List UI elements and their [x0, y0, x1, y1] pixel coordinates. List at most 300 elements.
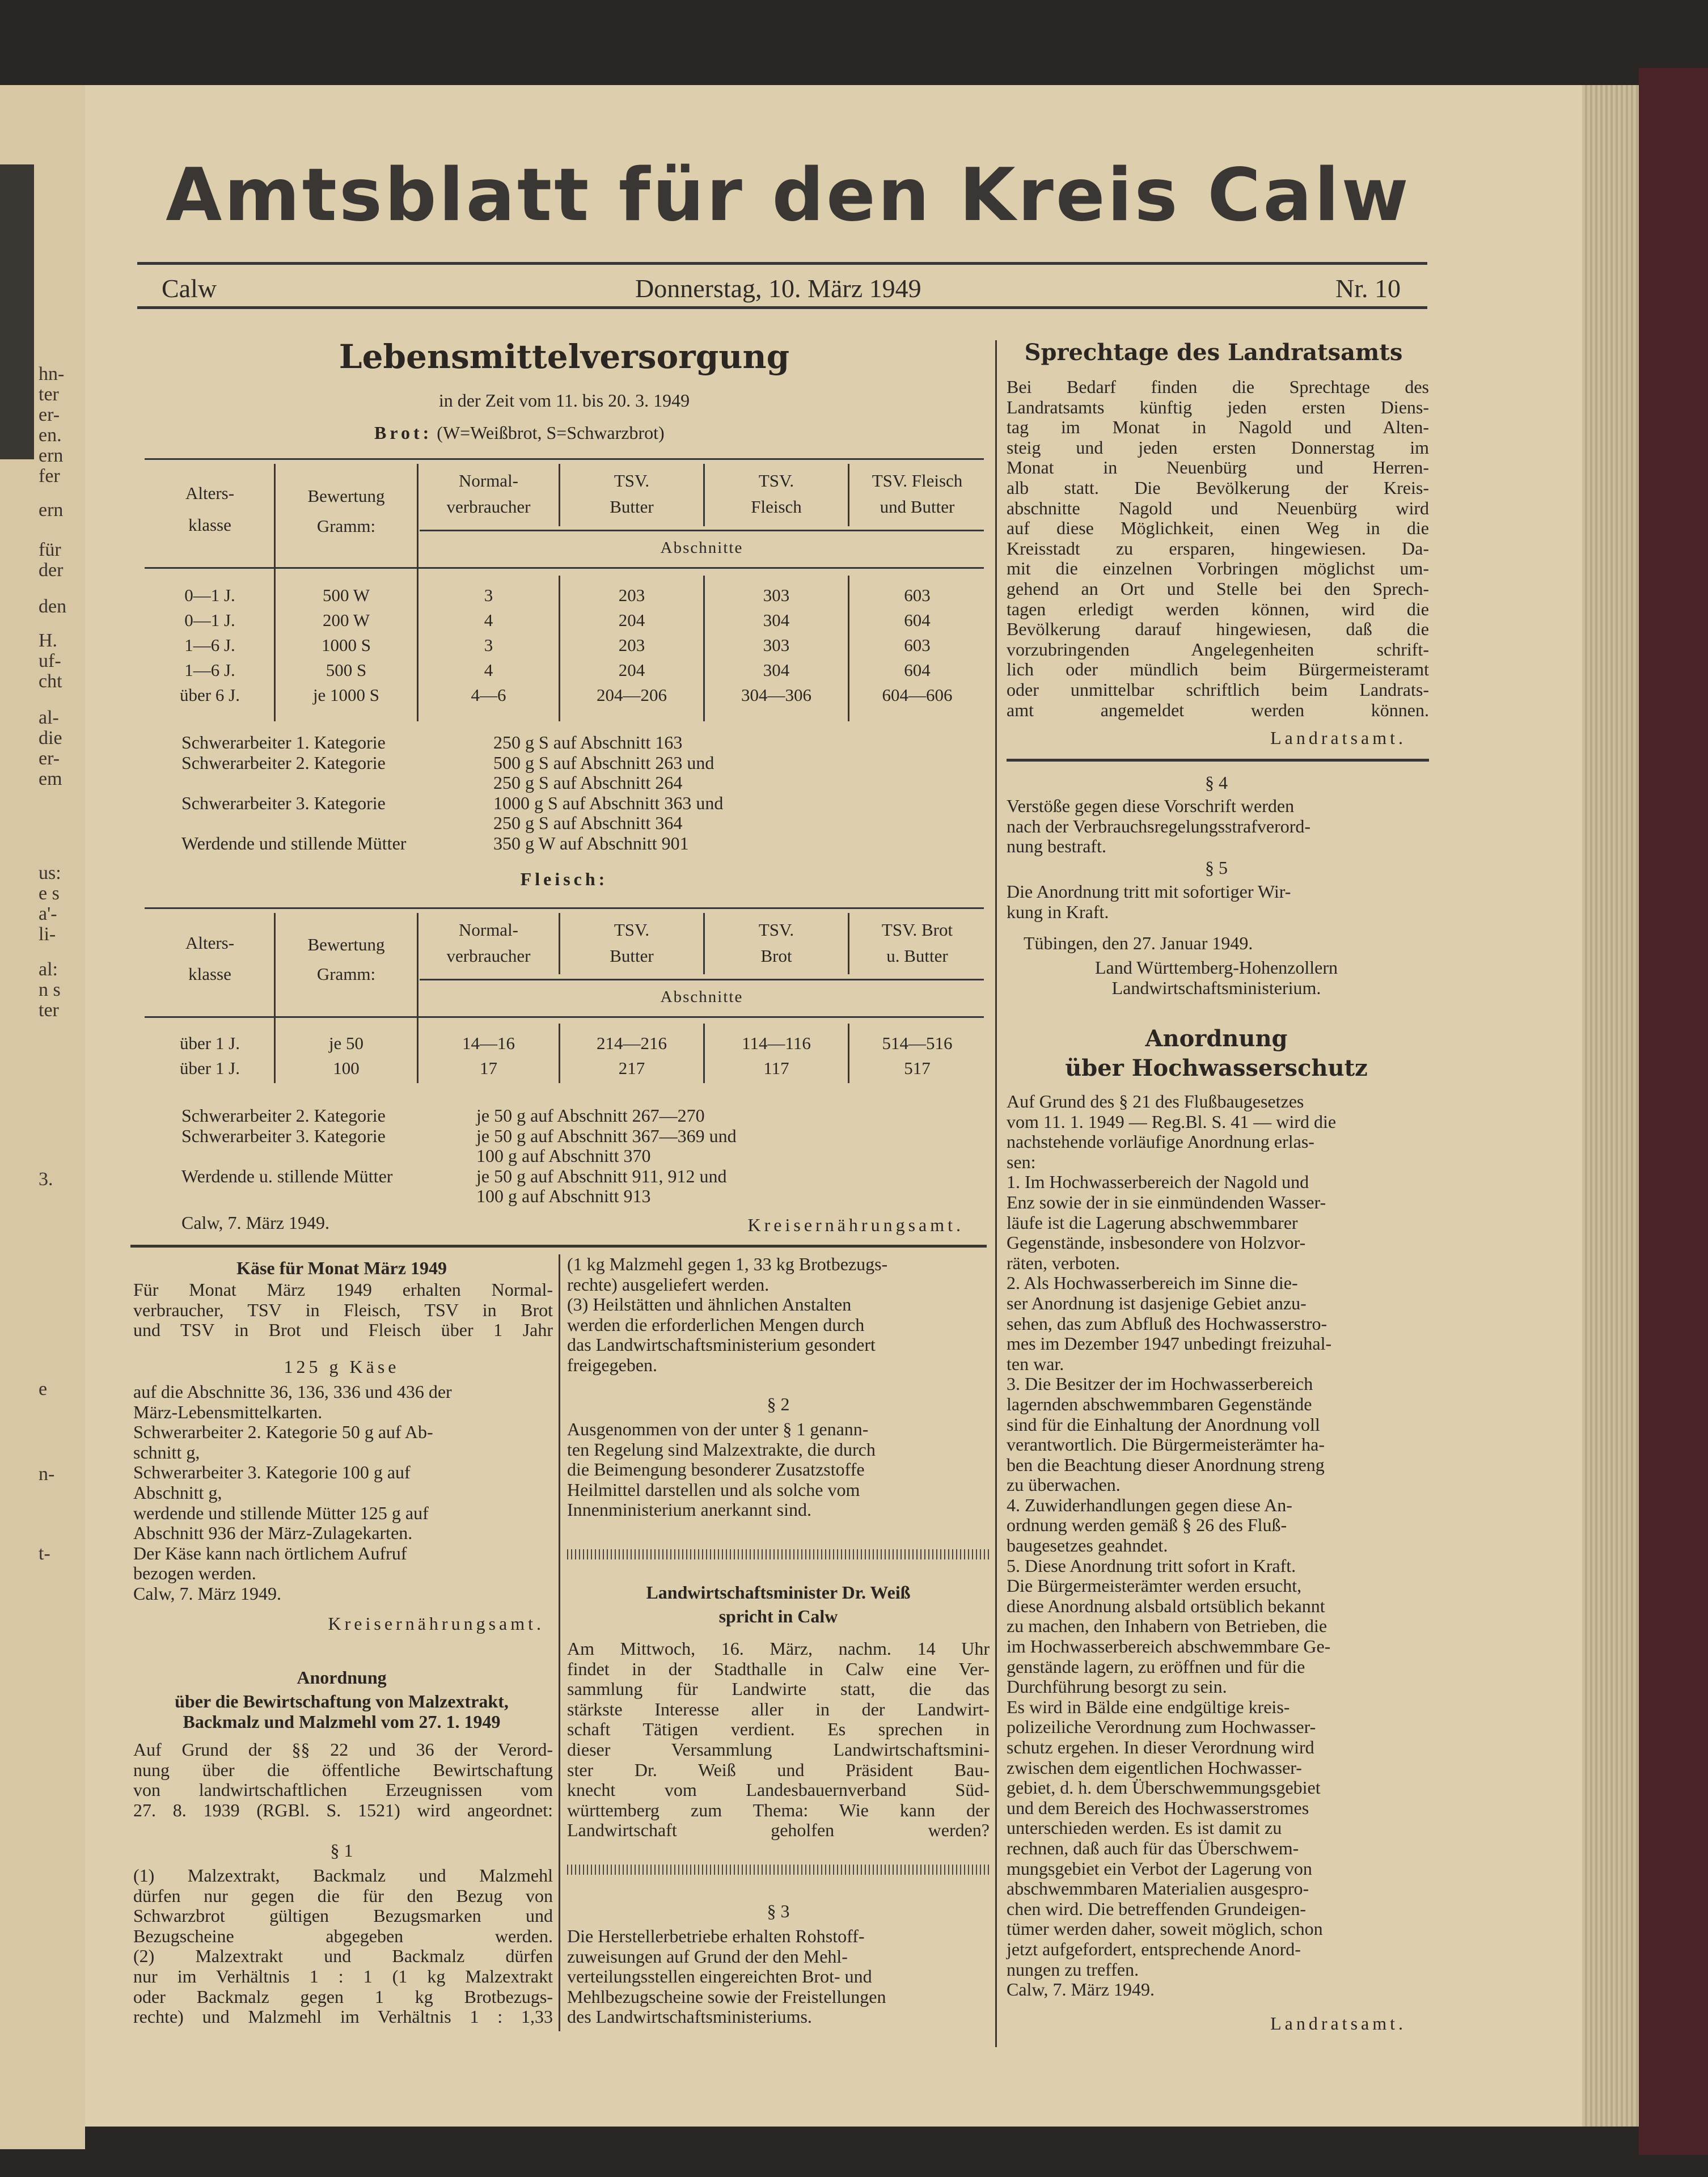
- brot-header-normal-1: Normal-: [458, 471, 519, 491]
- left-page-fragment: us:: [39, 863, 61, 884]
- malz-continuation: [567, 1254, 990, 1376]
- text-line: Die Bürgermeisterämter werden ersucht,: [1007, 1575, 1302, 1596]
- malz-par3: § 3: [767, 1901, 790, 1921]
- table-cell: 203: [618, 635, 645, 655]
- fleisch-extra-right: [476, 1106, 737, 1207]
- text-line: gebiet, d. h. dem Überschwemmungsgebiet: [1007, 1777, 1321, 1798]
- table-cell: 204: [618, 660, 645, 680]
- text-line: Auf Grund des § 21 des Flußbaugesetzes: [1007, 1091, 1304, 1111]
- table-cell: 3: [484, 635, 493, 655]
- text-line: mit die einzelnen Vorbringen möglichst um-: [1007, 558, 1429, 579]
- fleisch-header-tsv-bb-2: u. Butter: [886, 946, 948, 966]
- text-line: freigegeben.: [567, 1354, 658, 1375]
- text-line: nach der Verbrauchsregelungsstrafverord-: [1007, 815, 1311, 836]
- text-line: verbraucher, TSV in Fleisch, TSV in Brot: [133, 1299, 553, 1320]
- table-cell: 117: [763, 1058, 789, 1078]
- brot-header-tsv-butter-1: TSV.: [614, 471, 650, 491]
- left-page-fragment: er-: [39, 404, 60, 425]
- brot-col-line-2: [417, 464, 418, 721]
- text-line: Schwerarbeiter 3. Kategorie: [181, 1125, 386, 1146]
- dateline-place: Calw: [162, 274, 217, 303]
- text-line: mes im Dezember 1947 unbedingt freizuhal-: [1007, 1333, 1332, 1354]
- fleisch-label: Fleisch:: [520, 869, 608, 889]
- text-line: knecht vom Landesbauernverband Süd-: [567, 1779, 990, 1800]
- text-line: je 50 g auf Abschnitt 367—369 und: [476, 1125, 737, 1146]
- table-cell: 517: [904, 1058, 931, 1078]
- book-cover: [1639, 68, 1708, 2155]
- text-line: (2) Malzextrakt und Backmalz dürfen: [133, 1946, 553, 1967]
- text-line: Werdende u. stillende Mütter: [181, 1165, 393, 1186]
- text-line: werden die erforderlichen Mengen durch: [567, 1314, 865, 1335]
- text-line: (1) Malzextrakt, Backmalz und Malzmehl: [133, 1865, 553, 1886]
- table-cell: über 1 J.: [180, 1033, 240, 1053]
- hatched-divider-1: [567, 1549, 990, 1559]
- text-line: steig und jeden ersten Donnerstag im: [1007, 437, 1429, 458]
- left-page-fragment: hn-: [39, 363, 65, 384]
- table-cell: 304: [763, 660, 790, 680]
- text-line: ten Regelung sind Malzextrakte, die durch: [567, 1439, 876, 1460]
- column-divider-lower: [559, 1254, 560, 2031]
- text-line: schnitt g,: [133, 1442, 200, 1462]
- brot-header-tsv-butter-2: Butter: [610, 497, 654, 517]
- text-line: vom 11. 1. 1949 — Reg.Bl. S. 41 — wird die: [1007, 1111, 1337, 1132]
- left-page-fragment: n s: [39, 979, 61, 1000]
- table-cell: 100: [333, 1058, 360, 1078]
- text-line: sind für die Einhaltung der Anordnung voll: [1007, 1414, 1320, 1435]
- text-line: 27. 8. 1939 (RGBl. S. 1521) wird angeordnet:: [133, 1799, 553, 1820]
- table-cell: 604: [904, 610, 931, 630]
- text-line: Bei Bedarf finden die Sprechtage des: [1007, 377, 1429, 397]
- left-page-fragment: em: [39, 768, 62, 789]
- food-title: Lebensmittelversorgung: [339, 337, 790, 376]
- malz-par2: § 2: [767, 1394, 790, 1414]
- left-page-fragment: der: [39, 560, 64, 581]
- text-line: 4. Zuwiderhandlungen gegen diese An-: [1007, 1494, 1292, 1515]
- left-page-fragment: 3.: [39, 1169, 53, 1190]
- fleisch-header-tsv-bb-1: TSV. Brot: [881, 920, 953, 940]
- brot-header-altersklasse-2: klasse: [188, 515, 231, 535]
- text-line: und dem Bereich des Hochwasserstromes: [1007, 1797, 1309, 1818]
- fleisch-col-line-5a: [848, 913, 849, 974]
- text-line: Gegenstände, insbesondere von Holzvor-: [1007, 1232, 1306, 1253]
- text-line: ordnung werden gemäß § 26 des Fluß-: [1007, 1515, 1287, 1536]
- table-cell: 1000 S: [322, 635, 371, 655]
- left-page-fragment: für: [39, 539, 61, 560]
- fleisch-header-abschnitte: Abschnitte: [660, 988, 743, 1006]
- text-line: Mehlbezugscheine sowie der Freistellungen: [567, 1986, 886, 2007]
- left-page-fragment: e: [39, 1379, 48, 1400]
- text-line: Werdende und stillende Mütter: [181, 832, 407, 853]
- text-line: 3. Die Besitzer der im Hochwasserbereich: [1007, 1373, 1313, 1394]
- brot-header-tsv-fleisch-2: Fleisch: [751, 497, 802, 517]
- brot-header-bewertung-1: Bewertung: [307, 486, 385, 506]
- text-line: Die Anordnung tritt mit sofortiger Wir-: [1007, 881, 1291, 902]
- text-line: nur im Verhältnis 1 : 1 (1 kg Malzextrakt: [133, 1965, 553, 1986]
- text-line: läufe ist die Lagerung abschwemmbarer: [1007, 1212, 1298, 1233]
- sprechtage-body: [1007, 377, 1429, 720]
- text-line: im Hochwasserbereich abschwemmbare Ge-: [1007, 1636, 1331, 1657]
- left-page-photo: [0, 164, 34, 459]
- text-line: amt angemeldet werden können.: [1007, 699, 1429, 720]
- brot-header-tsv-fb-2: und Butter: [880, 497, 955, 517]
- text-line: oder Backmalz gegen 1 kg Brotbezugs-: [133, 1986, 553, 2007]
- text-line: 250 g S auf Abschnitt 163: [493, 732, 683, 753]
- text-line: rechnen, daß auch für das Überschwem-: [1007, 1837, 1299, 1858]
- left-page-fragment: uf-: [39, 650, 61, 671]
- table-cell: 1—6 J.: [184, 660, 235, 680]
- text-line: Abschnitt 936 der März-Zulagekarten.: [133, 1523, 413, 1544]
- para5-body: [1007, 882, 1429, 922]
- fleisch-header-normal-2: verbraucher: [446, 946, 531, 966]
- text-line: tagen erledigt werden können, wird die: [1007, 598, 1429, 619]
- left-page-fragment: n-: [39, 1464, 55, 1485]
- left-page-fragment: er-: [39, 748, 60, 769]
- text-line: ser Anordnung ist dasjenige Gebiet anzu-: [1007, 1292, 1307, 1313]
- text-line: nungen zu treffen.: [1007, 1959, 1139, 1980]
- table-cell: je 50: [328, 1033, 364, 1053]
- text-line: Bevölkerung darauf hingewiesen, daß die: [1007, 619, 1429, 640]
- sprechtage-signature: Landratsamt.: [1270, 728, 1406, 748]
- brot-note: (W=Weißbrot, S=Schwarzbrot): [437, 422, 665, 443]
- text-line: Bezugscheine abgegeben werden.: [133, 1925, 553, 1946]
- text-line: Durchführung besorgt zu sein.: [1007, 1676, 1227, 1697]
- kaese-title: Käse für Monat März 1949: [236, 1258, 447, 1278]
- text-line: Schwerarbeiter 2. Kategorie: [181, 752, 386, 773]
- brot-col-line-4b: [703, 576, 705, 721]
- left-page-fragment: ter: [39, 384, 59, 405]
- table-cell: 14—16: [462, 1033, 515, 1053]
- text-line: des Landwirtschaftsministeriums.: [567, 2006, 812, 2027]
- fleisch-header-tsv-brot-1: TSV.: [758, 920, 794, 940]
- left-page: [0, 85, 85, 2149]
- para4-body: [1007, 796, 1429, 857]
- text-line: das Landwirtschaftsministerium gesondert: [567, 1334, 876, 1355]
- malz-par1: § 1: [330, 1840, 353, 1861]
- brot-header-bewertung-2: Gramm:: [316, 516, 376, 536]
- left-page-fragment: e s: [39, 883, 60, 904]
- text-line: lagernden abschwemmbaren Gegenstände: [1007, 1393, 1312, 1414]
- brot-header-tsv-fb-1: TSV. Fleisch: [872, 471, 963, 491]
- brot-header-bottom-rule: [145, 567, 984, 569]
- text-line: abschnitte Nagold und Neuenbürg wird: [1007, 497, 1429, 518]
- brot-col-line-5b: [848, 576, 849, 721]
- text-line: Landratsamts künftig jeden ersten Diens-: [1007, 396, 1429, 417]
- text-line: 2. Als Hochwasserbereich im Sinne die-: [1007, 1273, 1298, 1293]
- para-place-date: Tübingen, den 27. Januar 1949.: [1024, 933, 1253, 953]
- left-page-fragment: den: [39, 596, 67, 617]
- text-line: 500 g S auf Abschnitt 263 und: [493, 752, 715, 773]
- text-line: chen wird. Die betreffenden Grundeigen-: [1007, 1898, 1307, 1919]
- brot-col-line-1: [274, 464, 276, 721]
- table-cell: 114—116: [742, 1033, 811, 1053]
- text-line: abschwemmbaren Materialien ausgespro-: [1007, 1878, 1309, 1899]
- fleisch-header-tsv-brot-2: Brot: [760, 946, 792, 966]
- kaese-amount: 125 g Käse: [284, 1356, 400, 1377]
- left-page-fragment: ern: [39, 500, 64, 521]
- text-line: auf diese Möglichkeit, einen Weg in die: [1007, 518, 1429, 539]
- text-line: dürfen nur gegen die für den Bezug von: [133, 1885, 553, 1906]
- text-line: jetzt aufgefordert, entsprechende Anord-: [1007, 1938, 1301, 1959]
- table-cell: 0—1 J.: [184, 585, 235, 605]
- text-line: tümer werden daher, soweit möglich, schon: [1007, 1918, 1323, 1939]
- brot-extra-left: [181, 733, 406, 854]
- brot-header-altersklasse-1: Alters-: [185, 483, 235, 503]
- brot-col-line-4a: [703, 464, 705, 526]
- text-line: rechte) ausgeliefert werden.: [567, 1274, 770, 1295]
- text-line: 1. Im Hochwasserbereich der Nagold und: [1007, 1172, 1309, 1193]
- food-section-end-rule: [130, 1245, 987, 1248]
- brot-label: Brot:: [374, 422, 433, 443]
- text-line: lich oder mündlich beim Bürgermeisteramt: [1007, 659, 1429, 680]
- fleisch-header-bewertung-2: Gramm:: [316, 964, 376, 984]
- text-line: verantwortlich. Die Bürgermeisterämter ha-: [1007, 1434, 1325, 1455]
- brot-heading: [374, 422, 665, 443]
- issue-number: Nr. 10: [1335, 274, 1401, 303]
- text-line: Innenministerium anerkannt sind.: [567, 1499, 812, 1520]
- text-line: ben die Beachtung dieser Anordnung streng: [1007, 1454, 1325, 1475]
- text-line: zwischen dem eigentlichen Hochwasser-: [1007, 1757, 1302, 1778]
- page-stack-edge: [1582, 85, 1639, 2127]
- text-line: (3) Heilstätten und ähnlichen Anstalten: [567, 1294, 852, 1315]
- fleisch-col-line-4b: [703, 1024, 705, 1083]
- malz-par2-body: [567, 1419, 990, 1520]
- table-cell: 603: [904, 585, 931, 605]
- text-line: nachstehende vorläufige Anordnung erlas-: [1007, 1131, 1314, 1152]
- brot-subheader-rule: [420, 530, 984, 531]
- table-cell: 303: [763, 635, 790, 655]
- food-footer-date: Calw, 7. März 1949.: [181, 1212, 329, 1233]
- table-cell: 604—606: [882, 685, 953, 705]
- fleisch-header-tsv-butter-2: Butter: [610, 946, 654, 966]
- minister-title-2: spricht in Calw: [718, 1606, 838, 1626]
- text-line: unterschieden werden. Es ist damit zu: [1007, 1817, 1282, 1838]
- text-line: verteilungsstellen eingereichten Brot- und: [567, 1966, 872, 1987]
- text-line: [181, 1146, 392, 1166]
- text-line: gehend an Ort und Stelle bei den Sprech-: [1007, 578, 1429, 599]
- text-line: ster Dr. Weiß und Präsident Bau-: [567, 1759, 990, 1780]
- text-line: zu überwachen.: [1007, 1474, 1121, 1495]
- table-cell: 500 W: [323, 585, 370, 605]
- text-line: und TSV in Brot und Fleisch über 1 Jahr: [133, 1320, 553, 1341]
- malz-title-3: Backmalz und Malzmehl vom 27. 1. 1949: [183, 1711, 501, 1732]
- text-line: 100 g auf Abschnitt 370: [476, 1145, 651, 1166]
- text-line: Heilmittel darstellen und als solche vom: [567, 1479, 860, 1500]
- column-divider-right: [995, 340, 997, 2047]
- para4-heading: § 4: [1205, 772, 1228, 793]
- text-line: 5. Diese Anordnung tritt sofort in Kraft.: [1007, 1555, 1296, 1576]
- brot-col-line-3a: [559, 464, 560, 526]
- left-page-fragment: en.: [39, 425, 62, 446]
- fleisch-header-altersklasse-2: klasse: [188, 964, 231, 984]
- text-line: schaft Tätigen verdient. Es sprechen in: [567, 1719, 990, 1740]
- text-line: tag im Monat in Nagold und Alten-: [1007, 417, 1429, 438]
- fleisch-col-line-1: [274, 913, 276, 1083]
- left-page-fragment: ter: [39, 1000, 59, 1021]
- text-line: Am Mittwoch, 16. März, nachm. 14 Uhr: [567, 1638, 990, 1659]
- para-signature-1: Land Württemberg-Hohenzollern: [1095, 957, 1338, 978]
- table-cell: 0—1 J.: [184, 610, 235, 630]
- table-cell: 200 W: [323, 610, 370, 630]
- table-cell: über 6 J.: [180, 685, 240, 705]
- text-line: 350 g W auf Abschnitt 901: [493, 832, 689, 853]
- text-line: kung in Kraft.: [1007, 901, 1109, 922]
- fleisch-table-top-rule: [145, 907, 984, 909]
- malz-title-1: Anordnung: [297, 1667, 387, 1688]
- text-line: findet in der Stadthalle in Calw eine Ver-: [567, 1658, 990, 1679]
- text-line: diese Anordnung alsbald ortsüblich bekannt: [1007, 1595, 1325, 1616]
- text-line: Auf Grund der §§ 22 und 36 der Verord-: [133, 1739, 553, 1760]
- fleisch-header-tsv-butter-1: TSV.: [614, 920, 650, 940]
- text-line: (1 kg Malzmehl gegen 1, 33 kg Brotbezugs-: [567, 1254, 888, 1274]
- text-line: stärkste Interesse aller in der Landwirt-: [567, 1698, 990, 1719]
- text-line: Die Herstellerbetriebe erhalten Rohstoff-: [567, 1926, 865, 1946]
- brot-col-line-3b: [559, 576, 560, 721]
- text-line: schutz ergehen. In dieser Verordnung wird: [1007, 1737, 1314, 1757]
- malz-par1-body: [133, 1866, 553, 2027]
- table-cell: 4: [484, 660, 493, 680]
- table-cell: 604: [904, 660, 931, 680]
- table-cell: 4—6: [471, 685, 506, 705]
- left-page-fragment: al-: [39, 707, 59, 728]
- brot-header-abschnitte: Abschnitte: [660, 539, 743, 557]
- text-line: Calw, 7. März 1949.: [1007, 1979, 1155, 2000]
- para5-heading: § 5: [1205, 857, 1228, 878]
- left-page-fragment: H.: [39, 630, 58, 651]
- left-page-fragment: die: [39, 728, 62, 749]
- text-line: Monat in Neuenbürg und Herren-: [1007, 457, 1429, 478]
- text-line: werdende und stillende Mütter 125 g auf: [133, 1502, 429, 1523]
- table-cell: 1—6 J.: [184, 635, 235, 655]
- left-page-fragment: a'-: [39, 903, 57, 924]
- kaese-body: [133, 1382, 553, 1604]
- text-line: Schwerarbeiter 2. Kategorie: [181, 1105, 386, 1126]
- table-cell: 304: [763, 610, 790, 630]
- fleisch-header-altersklasse-1: Alters-: [185, 933, 235, 953]
- text-line: 250 g S auf Abschnitt 364: [493, 813, 683, 834]
- table-cell: 514—516: [882, 1033, 953, 1053]
- text-line: von landwirtschaftlichen Erzeugnissen vom: [133, 1779, 553, 1800]
- left-page-fragment: t-: [39, 1543, 50, 1564]
- text-line: 1000 g S auf Abschnitt 363 und: [493, 792, 724, 813]
- masthead-rule-bottom: [137, 306, 1427, 309]
- para-signature-2: Landwirtschaftsministerium.: [1111, 978, 1321, 998]
- text-line: Schwerarbeiter 2. Kategorie 50 g auf Ab-: [133, 1422, 433, 1443]
- text-line: die Beimengung besonderer Zusatzstoffe: [567, 1459, 865, 1480]
- text-line: Kreisstadt zu ersparen, hingewiesen. Da-: [1007, 538, 1429, 559]
- text-line: polizeiliche Verordnung zum Hochwasser-: [1007, 1717, 1316, 1738]
- malz-par3-body: [567, 1926, 990, 2027]
- text-line: alb statt. Die Bevölkerung der Kreis-: [1007, 477, 1429, 498]
- text-line: Schwerarbeiter 3. Kategorie 100 g auf: [133, 1462, 411, 1483]
- text-line: dieser Versammlung Landwirtschaftsmini-: [567, 1739, 990, 1760]
- food-footer-signature: Kreisernährungsamt.: [747, 1215, 964, 1235]
- table-cell: 217: [618, 1058, 645, 1078]
- text-line: je 50 g auf Abschnitt 267—270: [476, 1105, 705, 1126]
- text-line: Landwirtschaft geholfen werden?: [567, 1820, 990, 1841]
- text-line: Enz sowie der in sie einmündenden Wasser-: [1007, 1191, 1326, 1212]
- table-cell: 3: [484, 585, 493, 605]
- brot-table-top-rule: [145, 458, 984, 460]
- dateline-date: Donnerstag, 10. März 1949: [635, 274, 921, 303]
- brot-header-tsv-fleisch-1: TSV.: [758, 471, 794, 491]
- kaese-signature: Kreisernährungsamt.: [328, 1613, 544, 1634]
- text-line: genstände lagern, zu eröffnen und für die: [1007, 1656, 1305, 1677]
- text-line: Es wird in Bälde eine endgültige kreis-: [1007, 1696, 1290, 1717]
- table-cell: 500 S: [325, 660, 367, 680]
- text-line: mungsgebiet ein Verbot der Lagerung von: [1007, 1858, 1312, 1879]
- hochwasser-title-1: Anordnung: [1145, 1025, 1288, 1052]
- text-line: ten war.: [1007, 1353, 1064, 1374]
- text-line: Schwarzbrot gültigen Bezugsmarken und: [133, 1905, 553, 1926]
- hochwasser-title-2: über Hochwasserschutz: [1065, 1055, 1368, 1081]
- masthead-rule-top: [137, 262, 1427, 265]
- brot-extra-right: [493, 733, 723, 854]
- text-line: bezogen werden.: [133, 1563, 256, 1584]
- minister-title-1: Landwirtschaftsminister Dr. Weiß: [646, 1582, 911, 1603]
- fleisch-col-line-5b: [848, 1024, 849, 1083]
- kaese-intro: [133, 1280, 553, 1341]
- text-line: baugesetzes geahndet.: [1007, 1535, 1168, 1556]
- text-line: [181, 813, 406, 834]
- text-line: Ausgenommen von der unter § 1 genann-: [567, 1419, 869, 1439]
- table-cell: 4: [484, 610, 493, 630]
- malz-intro: [133, 1740, 553, 1820]
- text-line: sammlung für Landwirte statt, die das: [567, 1679, 990, 1700]
- masthead-title: Amtsblatt für den Kreis Calw: [166, 153, 1411, 238]
- fleisch-col-line-3b: [559, 1024, 560, 1083]
- text-line: [181, 1186, 392, 1207]
- text-line: nung über die öffentliche Bewirtschaftung: [133, 1759, 553, 1780]
- text-line: nung bestraft.: [1007, 836, 1106, 857]
- fleisch-extra-left: [181, 1106, 392, 1207]
- text-line: zuweisungen auf Grund der den Mehl-: [567, 1946, 848, 1967]
- fleisch-col-line-3a: [559, 913, 560, 974]
- hochwasser-body: [1007, 1092, 1429, 2000]
- table-cell: 17: [480, 1058, 497, 1078]
- hatched-divider-2: [567, 1865, 990, 1875]
- table-cell: 303: [763, 585, 790, 605]
- text-line: sen:: [1007, 1151, 1036, 1172]
- left-page-fragment: ern: [39, 445, 64, 466]
- text-line: räten, verboten.: [1007, 1252, 1120, 1273]
- text-line: Verstöße gegen diese Vorschrift werden: [1007, 796, 1295, 816]
- text-line: auf die Abschnitte 36, 136, 336 und 436 der: [133, 1381, 452, 1402]
- text-line: Schwerarbeiter 3. Kategorie: [181, 792, 386, 813]
- text-line: März-Lebensmittelkarten.: [133, 1401, 323, 1422]
- text-line: württemberg zum Thema: Wie kann der: [567, 1799, 990, 1820]
- table-cell: 203: [618, 585, 645, 605]
- text-line: Der Käse kann nach örtlichem Aufruf: [133, 1542, 407, 1563]
- text-line: Schwerarbeiter 1. Kategorie: [181, 732, 386, 753]
- text-line: Für Monat März 1949 erhalten Normal-: [133, 1279, 553, 1300]
- table-cell: je 1000 S: [312, 685, 380, 705]
- fleisch-header-bottom-rule: [145, 1016, 984, 1018]
- text-line: [181, 773, 406, 793]
- table-cell: über 1 J.: [180, 1058, 240, 1078]
- table-cell: 214—216: [597, 1033, 667, 1053]
- left-page-fragment: al:: [39, 959, 58, 980]
- text-line: vorzubringenden Angelegenheiten schrift-: [1007, 639, 1429, 660]
- left-page-fragment: cht: [39, 671, 62, 692]
- fleisch-header-normal-1: Normal-: [458, 920, 519, 940]
- table-cell: 204—206: [597, 685, 667, 705]
- malz-title-2: über die Bewirtschaftung von Malzextrakt,: [175, 1691, 509, 1711]
- text-line: Abschnitt g,: [133, 1482, 222, 1503]
- left-page-fragment: fer: [39, 466, 60, 487]
- fleisch-header-bewertung-1: Bewertung: [307, 935, 385, 954]
- fleisch-subheader-rule: [420, 979, 984, 980]
- brot-col-line-5a: [848, 464, 849, 526]
